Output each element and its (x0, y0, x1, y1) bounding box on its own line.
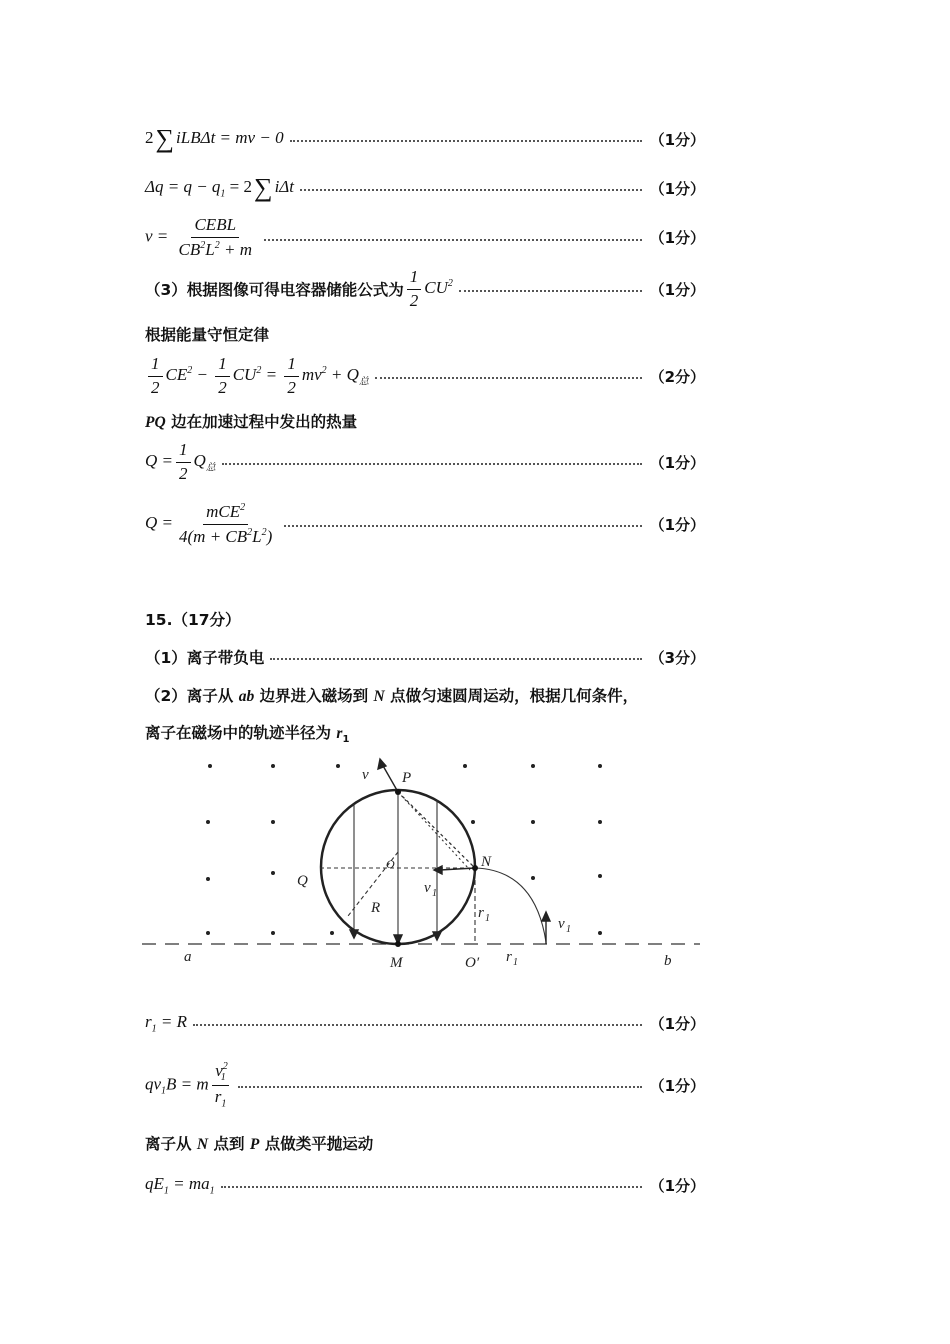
magnetic-field-figure (140, 752, 710, 977)
svg-text:a: a (184, 949, 192, 965)
equation-r1-expr: $r_1 = R$ (145, 1012, 187, 1035)
svg-text:N: N (481, 854, 492, 870)
score-label: （1分） (649, 1176, 705, 1195)
svg-text:1: 1 (566, 924, 571, 935)
equation-velocity (145, 216, 705, 259)
equation-velocity-expr: v = $\frac{\text{CEBL}}{CB^2L^2 + m}$ (145, 215, 252, 259)
svg-text:Q: Q (297, 873, 308, 889)
leader-dots (284, 525, 641, 527)
score-label: （1分） (649, 229, 705, 248)
score-label: （1分） (649, 515, 705, 534)
leader-dots (264, 239, 642, 241)
equation-heat-half (145, 441, 705, 483)
leader-dots (221, 1186, 642, 1188)
svg-text:r: r (506, 949, 512, 965)
score-label: （1分） (649, 179, 705, 198)
pq-heat-text: PQ 边在加速过程中发出的热量 (145, 413, 358, 431)
equation-lorentz-expr: $qv_1B = m$ $\frac{v^2_1}{r_1}$ (145, 1061, 228, 1110)
q15-part-2-text: （2）离子从 ab 边界进入磁场到 N 点做匀速圆周运动，根据几何条件， (145, 687, 639, 705)
svg-text:R: R (371, 900, 381, 916)
leader-dots (238, 1086, 641, 1088)
equation-electric-force-expr: $qE_1 = ma_1$ (145, 1174, 215, 1197)
svg-text:v: v (362, 767, 369, 783)
score-label: （1分） (649, 280, 705, 299)
score-label: （3分） (649, 648, 705, 667)
equation-r1 (145, 1012, 705, 1034)
svg-text:b: b (664, 953, 672, 969)
equation-charge (145, 175, 705, 201)
equation-heat-half-expr: Q = $\frac{1}{2}$ $Q_总$ (145, 440, 216, 483)
svg-text:v: v (424, 880, 431, 896)
score-label: （1分） (649, 453, 705, 472)
svg-text:r: r (478, 905, 484, 921)
equation-heat-final (145, 502, 705, 546)
score-label: （1分） (649, 1014, 705, 1033)
radius-text: 离子在磁场中的轨迹半径为 $r_1$ (145, 724, 350, 746)
equation-lorentz (145, 1061, 705, 1110)
svg-text:v: v (558, 916, 565, 932)
equation-energy-expr: $\frac{1}{2}$ $CE^2$ − $\frac{1}{2}$ $CU^2$ = $\frac{1}{2}$ $mv^2 + Q_总$ (145, 355, 369, 397)
q15-part-1-text: （1）离子带负电 (145, 649, 265, 667)
leader-dots (375, 377, 642, 379)
step-3-energy-formula (145, 268, 705, 310)
equation-heat-final-expr: Q = $\frac{mCE^2}{4(m + CB^2L^2)}$ (145, 502, 273, 546)
svg-text:1: 1 (432, 888, 437, 899)
svg-text:O: O (386, 857, 395, 871)
score-label: （2分） (649, 367, 705, 386)
svg-text:P: P (402, 770, 412, 786)
equation-electric-force (145, 1174, 705, 1196)
equation-charge-expr: $\Delta q = q - q_1 = 2\sum$ iΔt (145, 173, 294, 202)
equation-momentum-expr: 2∑ iLBΔt = mv − 0 (145, 124, 284, 153)
svg-text:1: 1 (513, 957, 518, 968)
np-motion-text: 离子从 N 点到 P 点做类平抛运动 (145, 1135, 374, 1153)
leader-dots (300, 189, 642, 191)
leader-dots (270, 658, 641, 660)
leader-dots (459, 290, 642, 292)
step-3-text: （3）根据图像可得电容器储能公式为 (145, 281, 404, 300)
leader-dots (193, 1024, 642, 1026)
energy-law-text: 根据能量守恒定律 (145, 326, 270, 344)
score-label: （1分） (649, 1076, 705, 1095)
svg-text:1: 1 (485, 913, 490, 924)
score-label: （1分） (649, 130, 705, 149)
question-15-title: 15.（17分） (145, 611, 241, 629)
step-3-expr: $\frac{1}{2}$ $CU^2$ (404, 268, 453, 310)
equation-momentum (145, 126, 705, 152)
svg-text:O′: O′ (465, 955, 480, 971)
q15-part-1 (145, 646, 705, 668)
equation-energy (145, 355, 705, 397)
svg-text:M: M (390, 955, 403, 971)
leader-dots (222, 463, 642, 465)
leader-dots (290, 140, 642, 142)
